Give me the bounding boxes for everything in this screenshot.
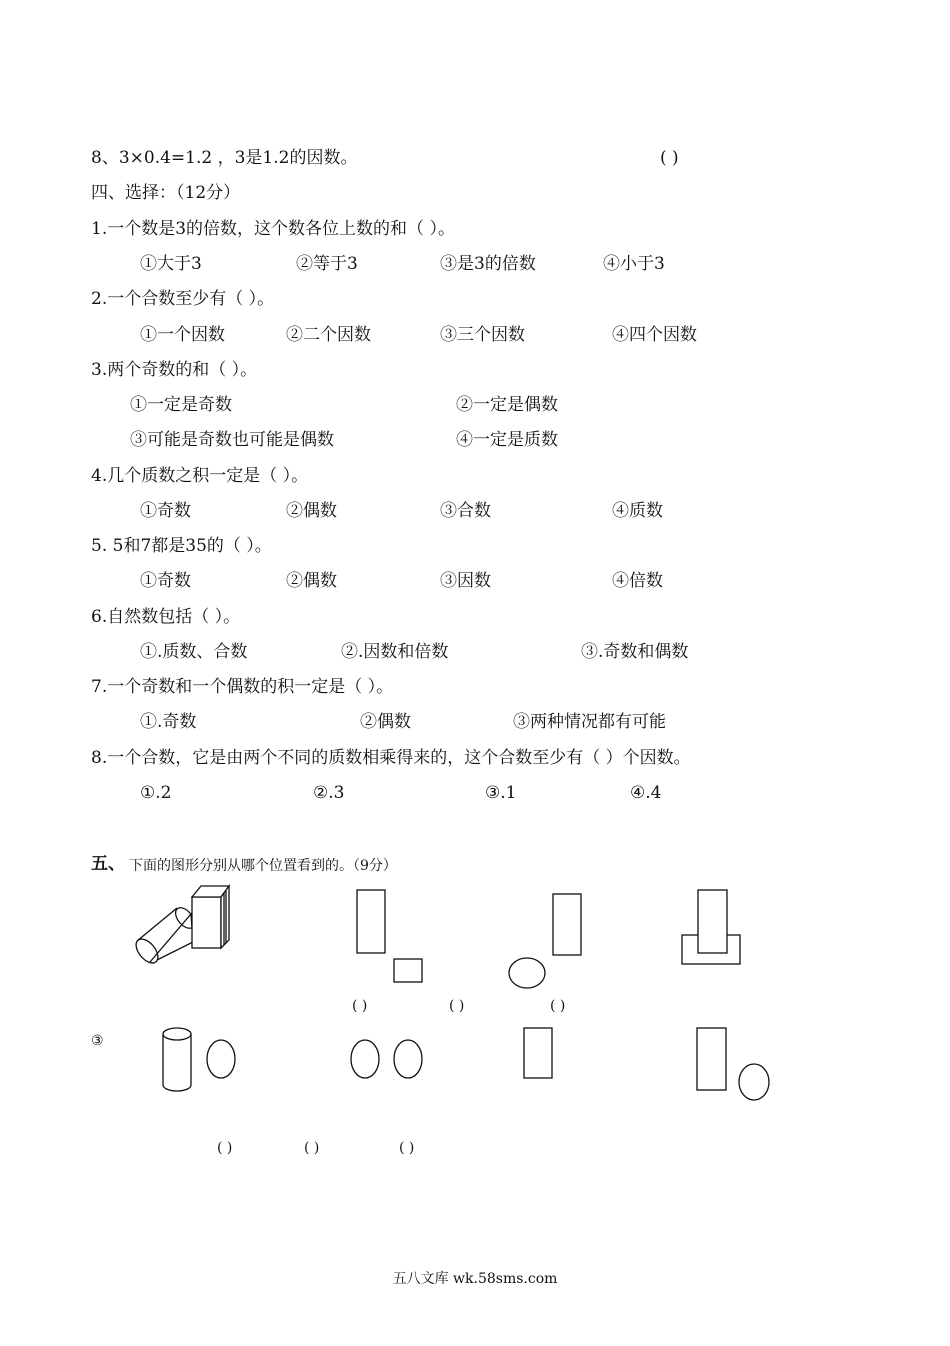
q5-option-4[interactable]: ④倍数 [612, 571, 663, 591]
view-f-answer-blank[interactable]: ( ) [399, 1140, 415, 1156]
q1-stem: 1.一个数是3的倍数，这个数各位上数的和（ ）。 [91, 219, 455, 239]
q7-stem: 7.一个奇数和一个偶数的积一定是（ ）。 [91, 677, 394, 697]
q1-option-1[interactable]: ①大于3 [140, 254, 202, 274]
q7-option-3[interactable]: ③两种情况都有可能 [513, 712, 666, 732]
q2-stem: 2.一个合数至少有（ ）。 [91, 289, 275, 309]
q6-option-1[interactable]: ①.质数、合数 [140, 642, 248, 662]
q7-option-2[interactable]: ②偶数 [360, 712, 411, 732]
q8-stem: 8.一个合数，它是由两个不同的质数相乘得来的，这个合数至少有（ ）个因数。 [91, 748, 691, 768]
view-a-answer-blank[interactable]: ( ) [352, 998, 368, 1014]
judge-q8-answer-blank[interactable]: ( ) [660, 148, 679, 168]
view-b-answer-blank[interactable]: ( ) [449, 998, 465, 1014]
q7-option-1[interactable]: ①.奇数 [140, 712, 197, 732]
q8-option-3[interactable]: ③.1 [485, 783, 517, 803]
section4-title: 四、选择：（12分） [91, 183, 241, 203]
q2-option-3[interactable]: ③三个因数 [440, 325, 525, 345]
q8-option-2[interactable]: ②.3 [313, 783, 345, 803]
q6-stem: 6.自然数包括（ ）。 [91, 607, 241, 627]
q2-option-1[interactable]: ①一个因数 [140, 325, 225, 345]
q6-option-3[interactable]: ③.奇数和偶数 [581, 642, 689, 662]
q6-option-2[interactable]: ②.因数和倍数 [341, 642, 449, 662]
q3-option-4[interactable]: ④一定是质数 [456, 430, 558, 450]
q4-stem: 4.几个质数之积一定是（ ）。 [91, 466, 309, 486]
q5-option-2[interactable]: ②偶数 [286, 571, 337, 591]
judge-q8: 8、3×0.4=1.2 ，3是1.2的因数。 [91, 148, 358, 168]
view-d-shape [351, 1040, 422, 1078]
footer-watermark: 五八文库 wk.58sms.com [392, 1271, 558, 1287]
q5-stem: 5. 5和7都是35的（ ）。 [91, 536, 272, 556]
q5-option-3[interactable]: ③因数 [440, 571, 491, 591]
section5-title-mark: 五、 [91, 854, 125, 874]
view-b-shape [509, 894, 581, 988]
q3-option-3[interactable]: ③可能是奇数也可能是偶数 [130, 430, 334, 450]
cylinder-solid [163, 1028, 235, 1091]
cylinder-cuboid-solid [132, 886, 229, 967]
q3-option-2[interactable]: ②一定是偶数 [456, 395, 558, 415]
q4-option-1[interactable]: ①奇数 [140, 501, 191, 521]
q2-option-2[interactable]: ②二个因数 [286, 325, 371, 345]
q5-option-1[interactable]: ①奇数 [140, 571, 191, 591]
q3-stem: 3.两个奇数的和（ ）。 [91, 360, 258, 380]
q8-option-1[interactable]: ①.2 [140, 783, 172, 803]
q3-option-1[interactable]: ①一定是奇数 [130, 395, 232, 415]
q4-option-3[interactable]: ③合数 [440, 501, 491, 521]
section5-title: 下面的图形分别从哪个位置看到的。（9分） [129, 858, 397, 874]
q2-option-4[interactable]: ④四个因数 [612, 325, 697, 345]
view-c-shape [682, 890, 740, 964]
view-d-answer-blank[interactable]: ( ) [217, 1140, 233, 1156]
view-e-shape [524, 1028, 552, 1078]
q1-option-4[interactable]: ④小于3 [603, 254, 665, 274]
q1-option-2[interactable]: ②等于3 [296, 254, 358, 274]
q4-option-4[interactable]: ④质数 [612, 501, 663, 521]
view-c-answer-blank[interactable]: ( ) [550, 998, 566, 1014]
q1-option-3[interactable]: ③是3的倍数 [440, 254, 536, 274]
row2-marker: ③ [91, 1033, 104, 1049]
view-a-shape [357, 890, 422, 982]
q4-option-2[interactable]: ②偶数 [286, 501, 337, 521]
view-e-answer-blank[interactable]: ( ) [304, 1140, 320, 1156]
view-f-shape [697, 1028, 769, 1100]
q8-option-4[interactable]: ④.4 [630, 783, 662, 803]
